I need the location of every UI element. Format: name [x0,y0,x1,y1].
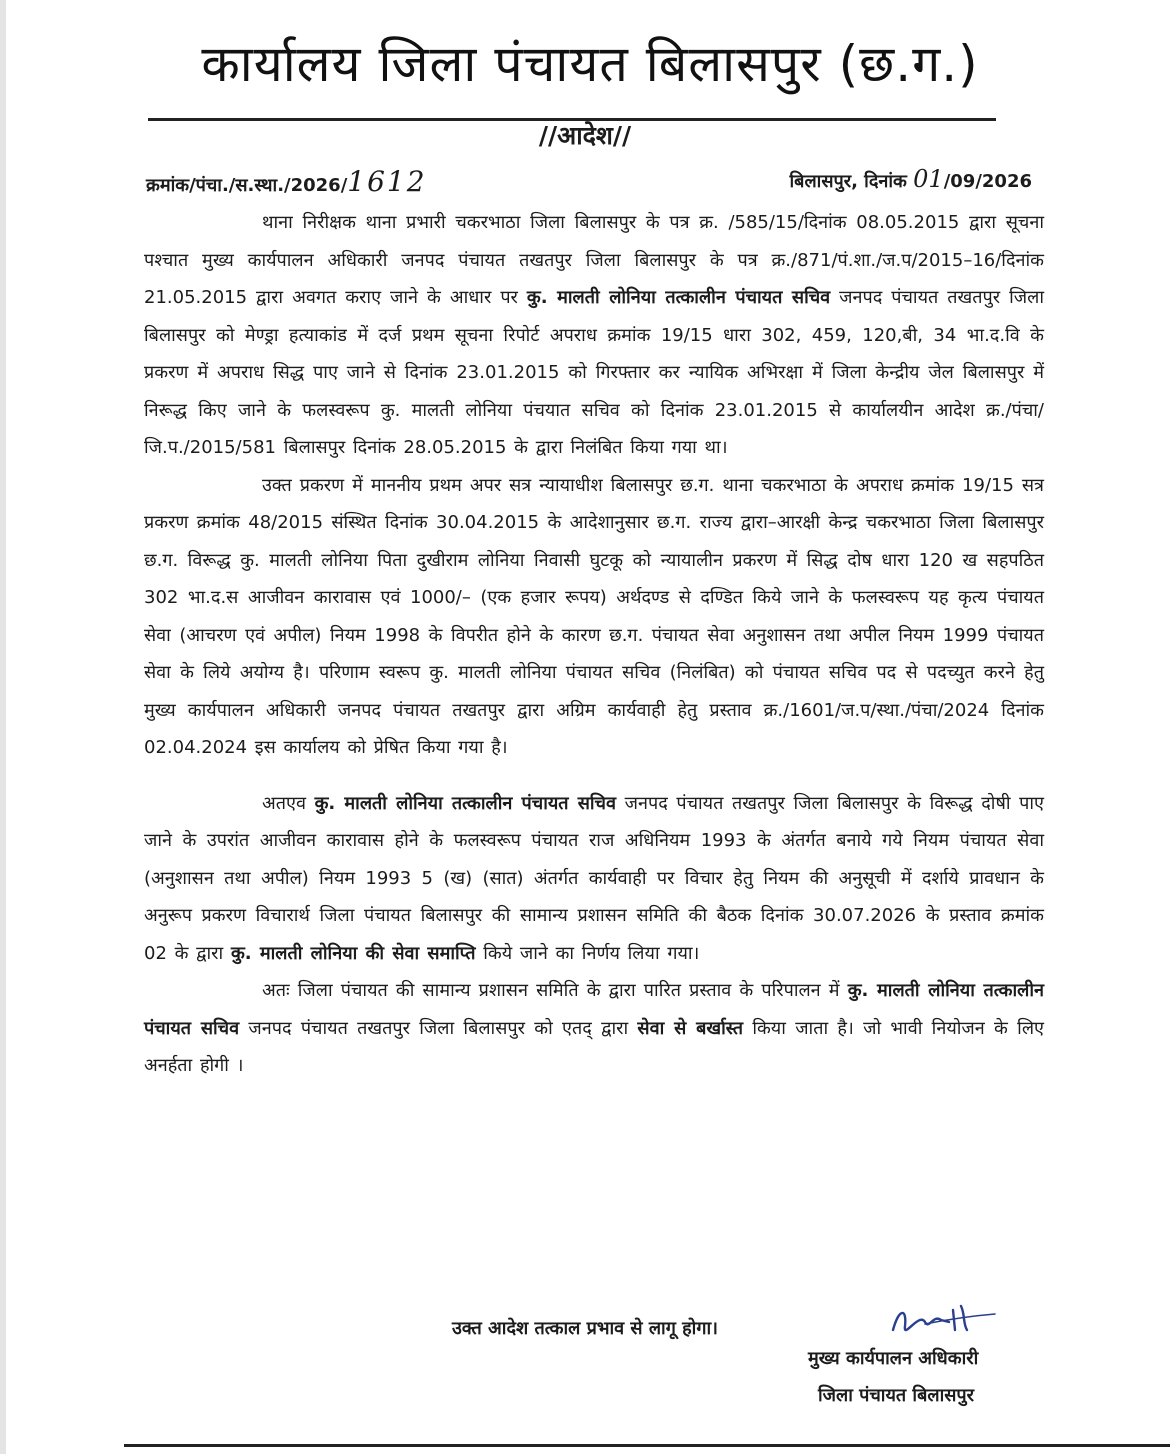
signature-mark [885,1300,1005,1350]
paragraph-2: उक्त प्रकरण में माननीय प्रथम अपर सत्र न्यायाधीश बिलासपुर छ.ग. थाना चकरभाठा के अपराध क्रमांक 19/15 सत्र प्रकरण क्रमांक 48/2015 संस्थित दिनांक 30.04.2015 के आदेशानुसार छ.ग. राज्य द्वारा–आरक्षी केन्द्र चकरभाठा जिला बिलासपुर छ.ग. विरूद्ध कु. मालती लोनिया पिता दुखीराम लोनिया निवासी घुटकू को न्यायालीन प्रकरण में सिद्ध दोष धारा 120 ख सहपठित 302 भा.द.स आजीवन कारावास एवं 1000/– (एक हजार रूपय) अर्थदण्ड से दण्डित किये जाने के फलस्वरूप यह कृत्य पंचायत सेवा (आचरण एवं अपील) नियम 1998 के विपरीत होने के कारण छ.ग. पंचायत सेवा अनुशासन तथा अपील नियम 1999 पंचायत सेवा के लिये अयोग्य है। परिणाम स्वरूप कु. मालती लोनिया पंचायत सचिव (निलंबित) को पंचायत सचिव पद से पदच्युत करने हेतु मुख्य कार्यपालन अधिकारी जनपद पंचायत तखतपुर द्वारा अग्रिम कार्यवाही हेतु प्रस्ताव क्र./1601/ज.प/स्था./पंचा/2024 दिनांक 02.04.2024 इस कार्यालय को प्रेषित किया गया है। [144,474,1044,758]
signatory-office: जिला पंचायत बिलासपुर [818,1385,974,1406]
reference-number [146,165,427,198]
paragraph-1-text-a: थाना निरीक्षक थाना प्रभारी चकरभाठा जिला बिलासपुर के पत्र क्र. /585/15/दिनांक 08.05.2015 द्वारा सूचना पश्चात मुख्य कार्यपालन अधिकारी जनपद पंचायत तखतपुर जिला बिलासपुर के पत्र क्र./871/पं.शा./ज.प/2015–16/दिनांक 21.05.2015 द्वारा अवगत कराए जाने के आधार पर [144,212,1044,308]
paragraph-1 [144,204,1044,467]
signatory-title: मुख्य कार्यपालन अधिकारी [808,1348,979,1369]
effect-statement: उक्त आदेश तत्काल प्रभाव से लागू होगा। [452,1318,718,1339]
paragraph-3 [144,785,1044,973]
order-date [790,165,1032,193]
order-body [144,204,1044,1085]
paragraph-1-bold-name: कु. मालती लोनिया तत्कालीन पंचायत सचिव [526,287,831,308]
date-prefix: बिलासपुर, दिनांक [789,171,914,192]
paragraph-4-bold-name: कु. मालती लोनिया तत्कालीन पंचायत सचिव [144,980,1044,1039]
office-heading: कार्यालय जिला पंचायत बिलासपुर (छ.ग.) [201,35,979,93]
paragraph-4-text-e: किया जाता है। जो भावी नियोजन के लिए अनर्हता होगी । [144,1017,1044,1076]
page-edge [0,0,6,1454]
paragraph-4-text-a: अतः जिला पंचायत की सामान्य प्रशासन समिति के द्वारा पारित प्रस्ताव के परिपालन में [262,980,848,1001]
paragraph-3-text-e: किये जाने का निर्णय लिया गया। [475,942,700,964]
paragraph-4-text-c: जनपद पंचायत तखतपुर जिला बिलासपुर को एतद् द्वारा [239,1017,638,1039]
date-suffix: /09/2026 [943,171,1032,192]
handwritten-reference-number: 1612 [347,165,427,198]
bottom-divider [124,1444,1170,1447]
handwritten-day: 01 [913,165,944,193]
paragraph-4-bold-dismissal: सेवा से बर्खास्त [637,1017,744,1039]
paragraph-3-bold-termination: कु. मालती लोनिया की सेवा समाप्ति [230,942,476,964]
paragraph-4 [144,972,1044,1085]
paragraph-3-text-c: जनपद पंचायत तखतपुर जिला बिलासपुर के विरूद्ध दोषी पाए जाने के उपरांत आजीवन कारावास होने के फलस्वरूप पंचायत राज अधिनियम 1993 के अंतर्गत बनाये गये नियम पंचायत सेवा (अनुशासन तथा अपील) नियम 1993 5 (ख) (सात) अंतर्गत कार्यवाही पर विचार हेतु नियम की अनुसूची में दर्शाये प्रावधान के अनुरूप प्रकरण विचारार्थ जिला पंचायत बिलासपुर की सामान्य प्रशासन समिति की बैठक दिनांक 30.07.2026 के प्रस्ताव क्रमांक 02 के द्वारा [144,792,1044,964]
reference-prefix: क्रमांक/पंचा./स.स्था./2026/ [146,175,348,196]
order-title: //आदेश// [538,121,632,150]
paragraph-3-text-a: अतएव [262,792,315,814]
paragraph-1-text-c: जनपद पंचायत तखतपुर जिला बिलासपुर को मेण्ड्रा हत्याकांड में दर्ज प्रथम सूचना रिपोर्ट अपराध क्रमांक 19/15 धारा 302, 459, 120,बी, 34 भा.द.वि के प्रकरण में अपराध सिद्ध पाए जाने से दिनांक 23.01.2015 को गिरफ्तार कर न्यायिक अभिरक्षा में जिला केन्द्रीय जेल बिलासपुर में निरूद्ध किए जाने के फलस्वरूप कु. मालती लोनिया पंचयात सचिव को दिनांक 23.01.2015 से कार्यालयीन आदेश क्र./पंचा/जि.प./2015/581 बिलासपुर दिनांक 28.05.2015 के द्वारा निलंबित किया गया था। [144,287,1044,458]
paragraph-3-bold-name: कु. मालती लोनिया तत्कालीन पंचायत सचिव [314,792,616,814]
